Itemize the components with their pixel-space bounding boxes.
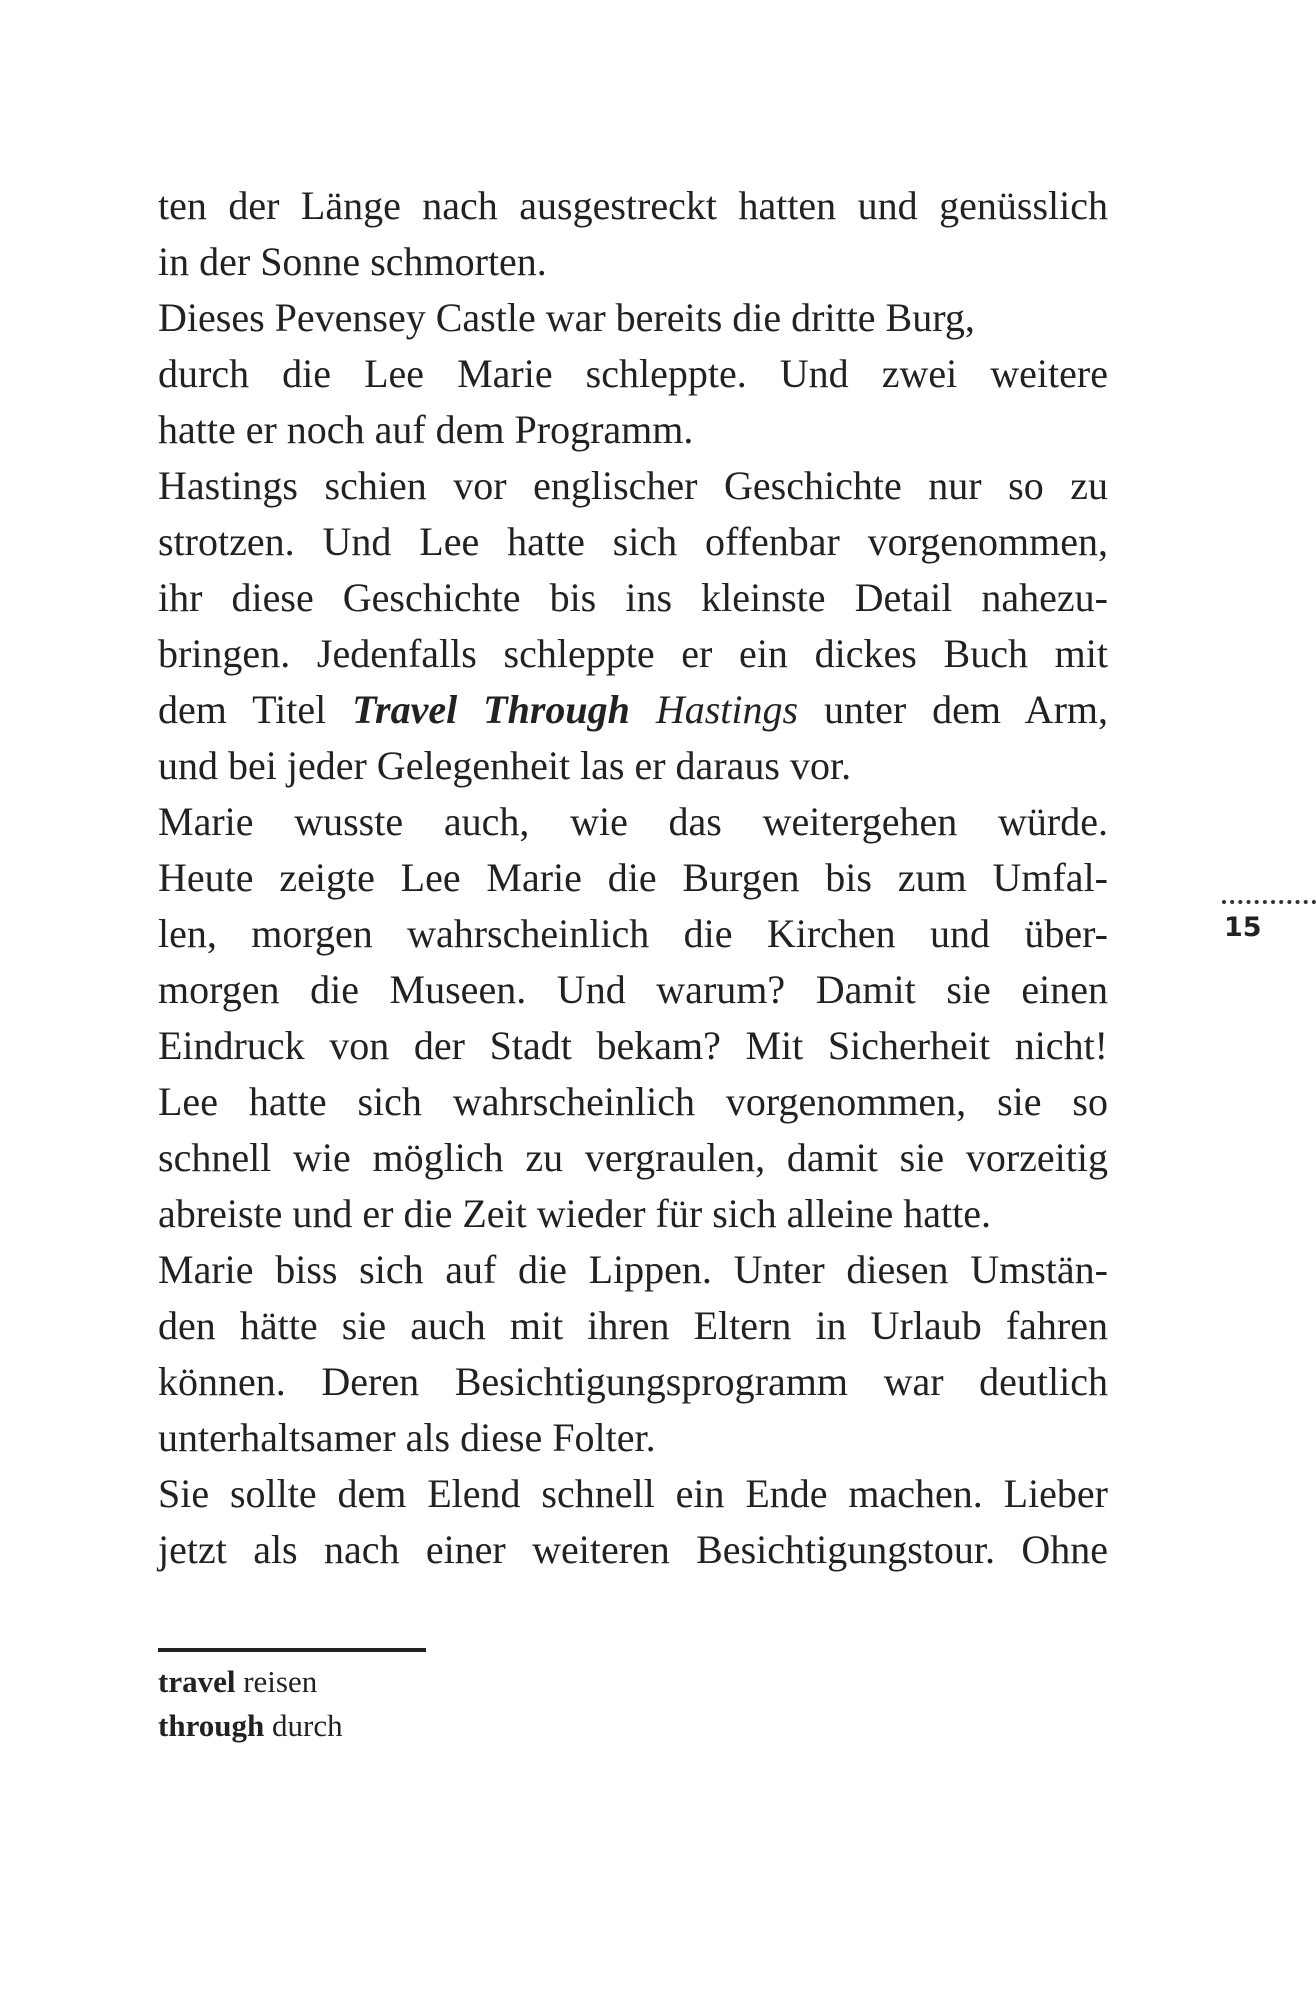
text-run: unter dem Arm, xyxy=(798,687,1109,732)
text-line xyxy=(158,234,1108,290)
text-run: hatte er noch auf dem Programm. xyxy=(158,407,694,452)
text-run: durch die Lee Marie schleppte. Und zwei weitere xyxy=(158,351,1108,396)
text-line xyxy=(158,458,1108,514)
text-run: dem Titel xyxy=(158,687,353,732)
text-line xyxy=(158,794,1108,850)
text-run: in der Sonne schmorten. xyxy=(158,239,547,284)
text-run: Sie sollte dem Elend schnell ein Ende machen. Lieber xyxy=(158,1471,1108,1516)
text-run: Marie wusste auch, wie das weitergehen würde. xyxy=(158,799,1108,844)
footnote-translation: reisen xyxy=(243,1664,318,1699)
text-line xyxy=(158,1018,1108,1074)
emphasized-text: Travel Through xyxy=(352,687,630,732)
text-run: schnell wie möglich zu vergraulen, damit sie vorzeitig xyxy=(158,1135,1108,1180)
text-line xyxy=(158,1186,1108,1242)
text-line xyxy=(158,1522,1108,1578)
text-run: den hätte sie auch mit ihren Eltern in Urlaub fahren xyxy=(158,1303,1108,1348)
text-run: len, morgen wahrscheinlich die Kirchen und über- xyxy=(158,911,1108,956)
text-line xyxy=(158,906,1108,962)
text-run: abreiste und er die Zeit wieder für sich alleine hatte. xyxy=(158,1191,991,1236)
text-line xyxy=(158,1242,1108,1298)
body-text xyxy=(158,178,1108,1578)
footnote-rule xyxy=(158,1648,426,1652)
text-run: Dieses Pevensey Castle war bereits die dritte Burg, xyxy=(158,295,975,340)
text-run: unterhaltsamer als diese Folter. xyxy=(158,1415,656,1460)
text-line xyxy=(158,346,1108,402)
text-line xyxy=(158,1074,1108,1130)
text-run: jetzt als nach einer weiteren Besichtigungstour. Ohne xyxy=(158,1527,1108,1572)
text-run: und bei jeder Gelegenheit las er daraus vor. xyxy=(158,743,852,788)
page-number: 15 xyxy=(1224,912,1262,943)
text-line xyxy=(158,1130,1108,1186)
footnote-translation: durch xyxy=(272,1708,343,1743)
text-run: Eindruck von der Stadt bekam? Mit Sicherheit nicht! xyxy=(158,1023,1108,1068)
footnote-entry xyxy=(158,1660,343,1704)
text-line xyxy=(158,1466,1108,1522)
text-line xyxy=(158,570,1108,626)
text-run: ten der Länge nach ausgestreckt hatten und genüsslich xyxy=(158,183,1108,228)
footnote-entry xyxy=(158,1704,343,1748)
text-line xyxy=(158,514,1108,570)
text-line xyxy=(158,850,1108,906)
text-line xyxy=(158,178,1108,234)
text-run: Lee hatte sich wahrscheinlich vorgenommen, sie so xyxy=(158,1079,1108,1124)
text-line xyxy=(158,738,1108,794)
text-run: ihr diese Geschichte bis ins kleinste Detail nahezu- xyxy=(158,575,1108,620)
footnote-term: through xyxy=(158,1708,265,1743)
vocabulary-footnotes xyxy=(158,1660,343,1748)
text-run: Hastings schien vor englischer Geschichte nur so zu xyxy=(158,463,1108,508)
text-run: bringen. Jedenfalls schleppte er ein dickes Buch mit xyxy=(158,631,1108,676)
footnote-term: travel xyxy=(158,1664,236,1699)
text-line xyxy=(158,1354,1108,1410)
page-marker xyxy=(1222,900,1316,943)
text-line xyxy=(158,1298,1108,1354)
text-line xyxy=(158,626,1108,682)
text-line xyxy=(158,290,1108,346)
text-line xyxy=(158,402,1108,458)
text-line xyxy=(158,682,1108,738)
text-run: morgen die Museen. Und warum? Damit sie einen xyxy=(158,967,1108,1012)
text-run: strotzen. Und Lee hatte sich offenbar vorgenommen, xyxy=(158,519,1108,564)
page-number-dotted-rule xyxy=(1222,900,1316,904)
text-run xyxy=(630,687,656,732)
text-line xyxy=(158,962,1108,1018)
text-line xyxy=(158,1410,1108,1466)
text-run: Heute zeigte Lee Marie die Burgen bis zum Umfal- xyxy=(158,855,1108,900)
text-run: können. Deren Besichtigungsprogramm war deutlich xyxy=(158,1359,1108,1404)
text-run: Marie biss sich auf die Lippen. Unter diesen Umstän- xyxy=(158,1247,1108,1292)
emphasized-text: Hastings xyxy=(655,687,799,732)
